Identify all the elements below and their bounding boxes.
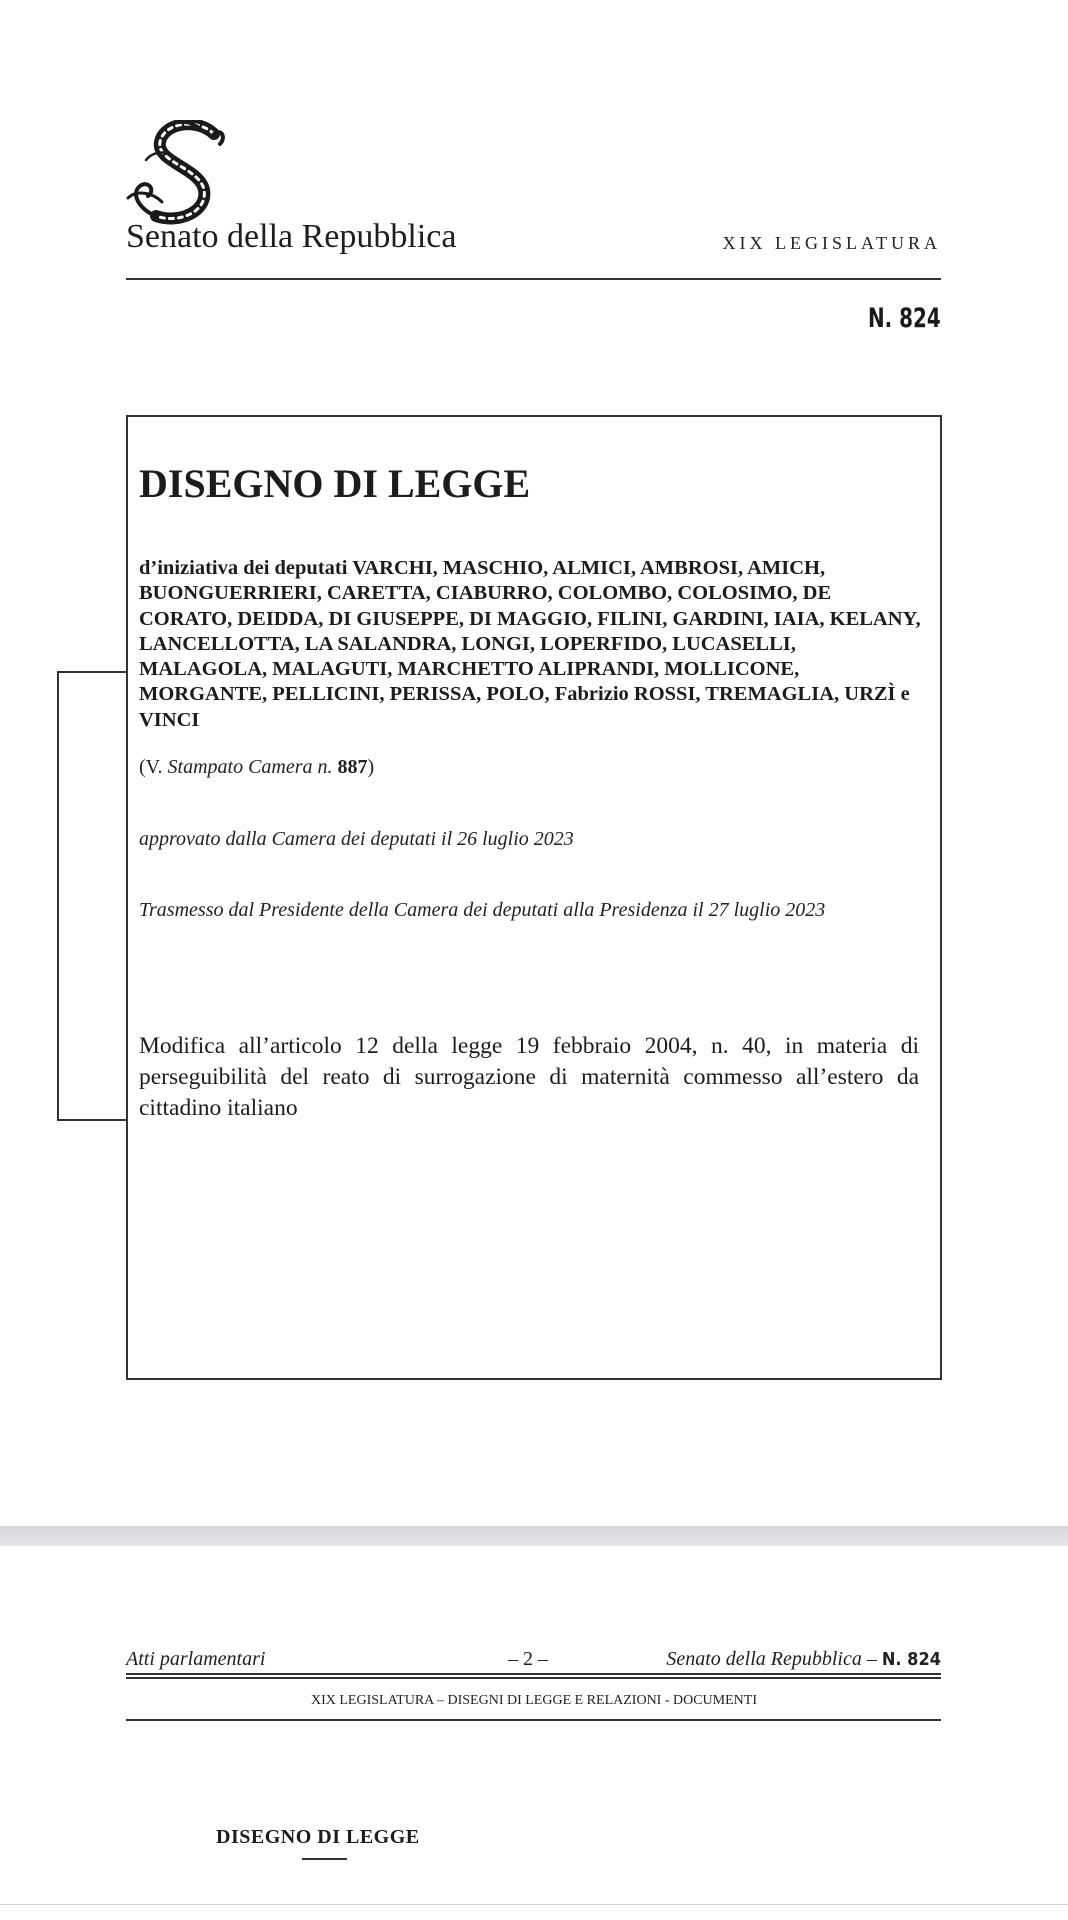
subheader-rule [126, 1719, 941, 1721]
document-page-2 [0, 1546, 1068, 1920]
bill-subject: Modifica all’articolo 12 della legge 19 febbraio 2004, n. 40, in materia di perseguibilità del reato di surrogazione di maternità commesso all’estero da cittadino italiano [139, 1033, 919, 1121]
running-head-rule-bottom [126, 1677, 941, 1679]
bracket-line [57, 671, 126, 1121]
running-head-right [666, 1648, 941, 1671]
header-rule [126, 278, 941, 280]
legislature-label: XIX LEGISLATURA [722, 233, 941, 253]
page2-heading: DISEGNO DI LEGGE [216, 1826, 420, 1848]
bill-title: DISEGNO DI LEGGE [139, 461, 531, 506]
running-head-number: N. 824 [881, 1649, 941, 1670]
senate-name: Senato della Repubblica [126, 218, 457, 255]
heading-underline [302, 1858, 347, 1860]
bottom-divider [0, 1904, 1068, 1905]
approval-note: approvato dalla Camera dei deputati il 26 luglio 2023 [139, 828, 574, 850]
stampato-reference [139, 756, 374, 779]
page-separator [0, 1526, 1068, 1546]
stampato-number: 887 [337, 756, 368, 778]
transmission-note: Trasmesso dal Presidente della Camera dei deputati alla Presidenza il 27 luglio 2023 [139, 899, 826, 921]
stampato-suffix: ) [367, 756, 375, 778]
bill-initiative: d’iniziativa dei deputati VARCHI, MASCHIO, ALMICI, AMBROSI, AMICH, BUONGUERRIERI, CARETTA, CIABURRO, COLOMBO, COLOSIMO, DE CORATO, DEIDDA, DI GIUSEPPE, DI MAGGIO, FILINI, GARDINI, IAIA, KELANY, LANCELLOTTA, LA SALANDRA, LONGI, LOPERFIDO, LUCASELLI, MALAGOLA, MALAGUTI, MARCHETTO ALIPRANDI, MOLLICONE, MORGANTE, PELLICINI, PERISSA, POLO, Fabrizio ROSSI, TREMAGLIA, URZÌ e VINCI [139, 557, 921, 731]
running-head-subheader: XIX LEGISLATURA – DISEGNI DI LEGGE E RELAZIONI - DOCUMENTI [311, 1693, 757, 1708]
stampato-prefix: (V. [139, 756, 163, 778]
page-number: – 2 – [508, 1648, 548, 1670]
running-head-dash: – [866, 1648, 877, 1670]
stampato-label: Stampato Camera n. [167, 756, 333, 778]
running-head-left: Atti parlamentari [126, 1648, 266, 1670]
document-number: N. 824 [868, 303, 941, 334]
running-head-rule-top [126, 1673, 941, 1675]
running-head-senate: Senato della Repubblica [666, 1648, 862, 1670]
senate-logo-icon [126, 120, 236, 226]
